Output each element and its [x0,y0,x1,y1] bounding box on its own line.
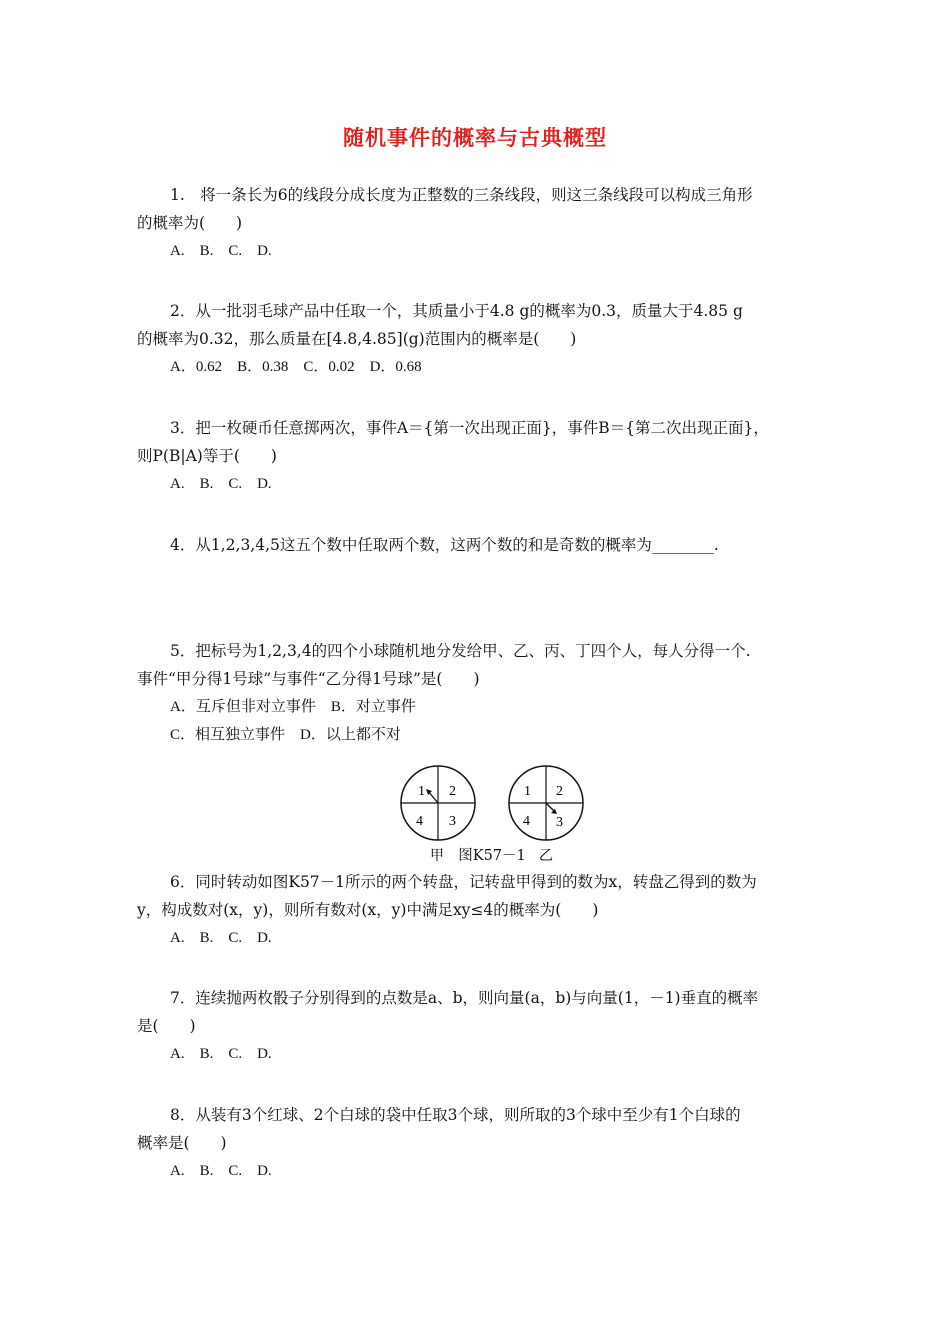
question-7-line-2: 是( ) [137,1017,196,1035]
figure-caption: 图K57－1 [458,848,526,864]
spinner-yi-number-2: 2 [556,784,563,799]
page-title: 随机事件的概率与古典概型 [343,126,607,150]
question-2-options: A．0.62 B．0.38 C．0.02 D．0.68 [170,359,422,375]
question-6-line-2: y，构成数对(x，y)，则所有数对(x，y)中满足xy≤4的概率为( ) [137,901,599,919]
spinner-jia-number-2: 2 [449,784,456,799]
question-3-line-2: 则P(B|A)等于( ) [137,447,277,465]
question-8-line-1: 8．从装有3个红球、2个白球的袋中任取3个球，则所取的3个球中至少有1个白球的 [170,1106,741,1124]
question-1-line-2: 的概率为( ) [137,214,243,232]
question-6-options: A. B. C. D. [170,930,272,946]
spinner-jia-number-1: 1 [418,784,425,799]
spinner-yi-number-4: 4 [523,814,530,829]
spinner-jia [401,766,475,840]
spinner-jia-number-4: 4 [416,814,423,829]
spinner-yi-label: 乙 [539,848,553,864]
spinner-jia-number-3: 3 [449,814,456,829]
question-7-options: A. B. C. D. [170,1046,272,1062]
question-7-line-1: 7．连续抛两枚骰子分别得到的点数是a、b，则向量(a，b)与向量(1，－1)垂直的概率 [170,989,759,1007]
question-8-line-2: 概率是( ) [137,1134,227,1152]
question-1-line-1: 1. 将一条长为6的线段分成长度为正整数的三条线段，则这三条线段可以构成三角形 [170,186,753,204]
question-5-line-2: 事件“甲分得1号球”与事件“乙分得1号球”是( ) [137,670,480,688]
question-2-line-2: 的概率为0.32，那么质量在[4.8,4.85](g)范围内的概率是( ) [137,330,577,348]
question-6-line-1: 6．同时转动如图K57－1所示的两个转盘，记转盘甲得到的数为x，转盘乙得到的数为 [170,873,757,891]
question-5-line-1: 5．把标号为1,2,3,4的四个小球随机地分发给甲、乙、丙、丁四个人，每人分得一个. [170,642,751,660]
spinner-jia-label: 甲 [430,848,444,864]
question-5-options-cd: C．相互独立事件 D．以上都不对 [170,727,401,743]
question-3-options: A. B. C. D. [170,476,272,492]
question-4-line-1: 4．从1,2,3,4,5这五个数中任取两个数，这两个数的和是奇数的概率为________. [170,536,719,554]
question-2-line-1: 2．从一批羽毛球产品中任取一个，其质量小于4.8 g的概率为0.3，质量大于4.85 g [170,302,743,320]
spinner-yi [509,766,583,840]
question-1-options: A. B. C. D. [170,243,272,259]
question-5-options-ab: A．互斥但非对立事件 B．对立事件 [170,699,416,715]
question-3-line-1: 3．把一枚硬币任意掷两次，事件A＝{第一次出现正面}，事件B＝{第二次出现正面}， [170,419,769,437]
spinner-yi-number-3: 3 [556,815,563,830]
question-8-options: A. B. C. D. [170,1163,272,1179]
spinner-yi-number-1: 1 [524,784,531,799]
